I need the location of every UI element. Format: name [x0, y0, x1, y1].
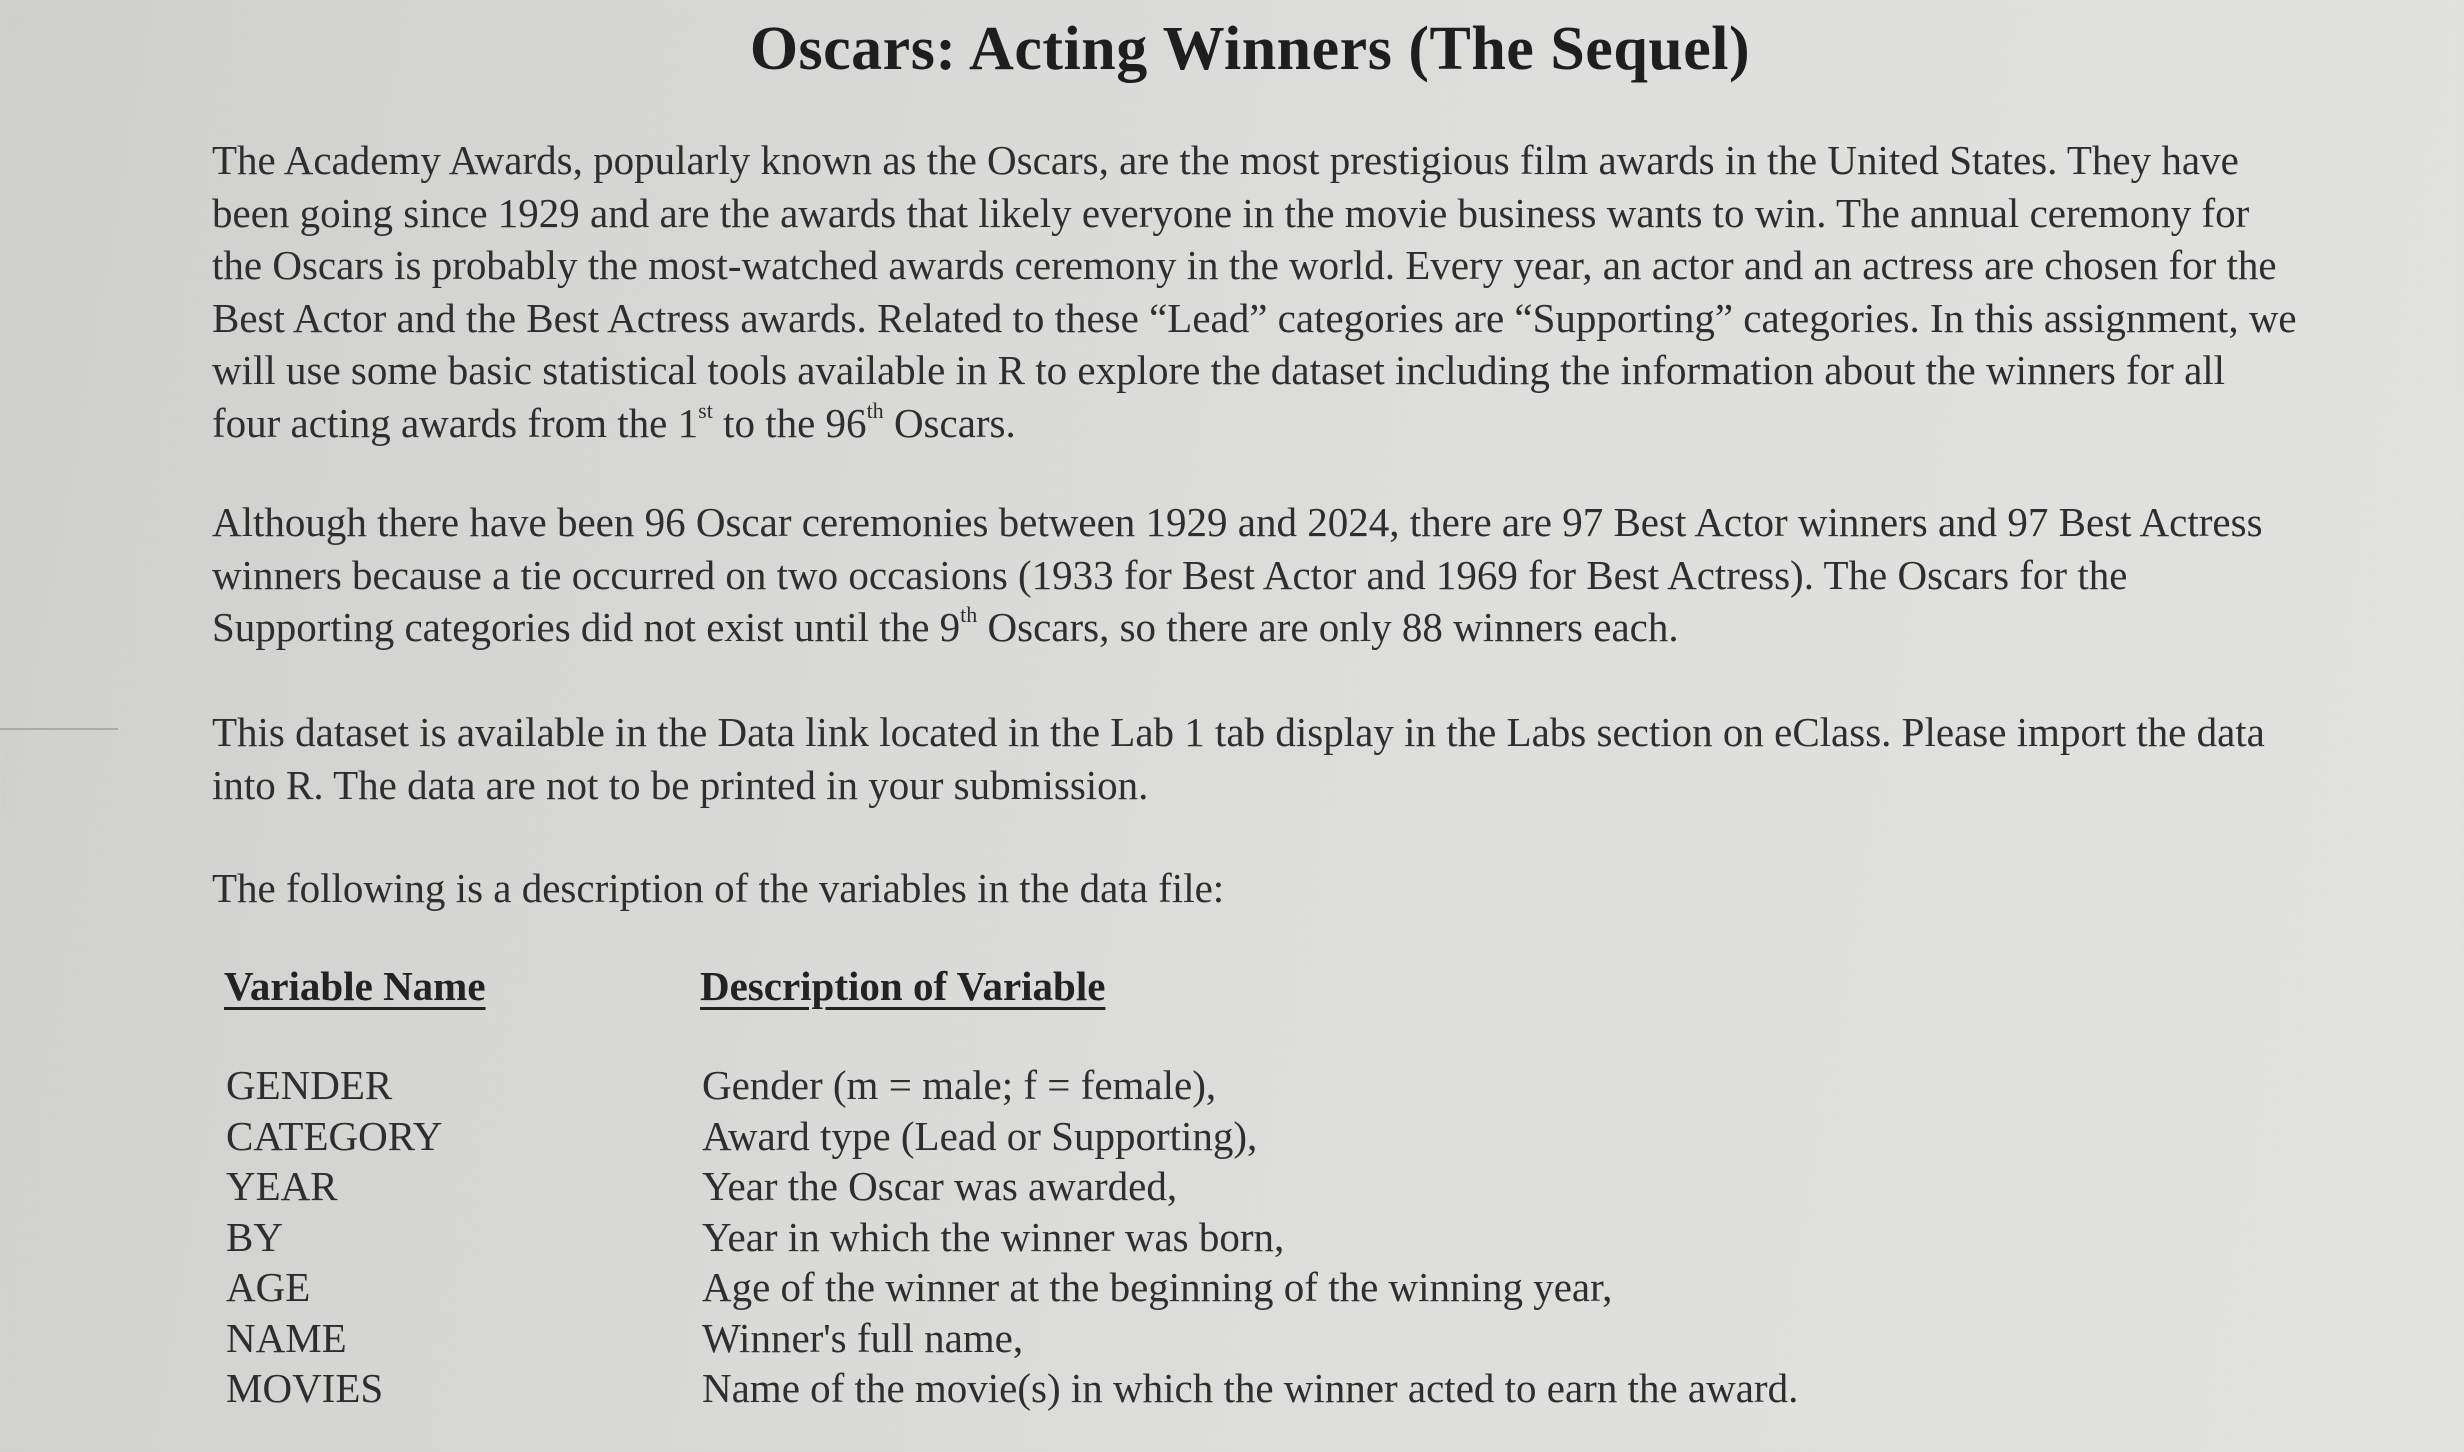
ordinal-suffix-first: st	[698, 397, 713, 423]
variable-name-header: Variable Name	[224, 963, 486, 1009]
variable-description: Name of the movie(s) in which the winner acted to earn the award.	[702, 1365, 1799, 1411]
variable-name: AGE	[226, 1264, 311, 1310]
table-row	[0, 1363, 2464, 1414]
variable-description: Award type (Lead or Supporting),	[702, 1112, 1258, 1159]
ceremonies-paragraph	[212, 496, 2302, 654]
variable-name: BY	[226, 1213, 283, 1260]
variable-description-header: Description of Variable	[700, 963, 1106, 1009]
table-row	[0, 1313, 2464, 1364]
variable-description: Gender (m = male; f = female),	[702, 1062, 1217, 1108]
variable-name: YEAR	[226, 1163, 338, 1209]
table-row	[0, 1262, 2464, 1313]
variable-description: Winner's full name,	[702, 1314, 1024, 1361]
table-row	[0, 1111, 2464, 1162]
ordinal-suffix-ninth: th	[960, 602, 978, 628]
ceremonies-text-b: Oscars, so there are only 88 winners each.	[977, 604, 1679, 650]
table-row	[0, 1212, 2464, 1263]
intro-paragraph	[212, 134, 2302, 449]
margin-line	[0, 728, 118, 730]
intro-text-a: The Academy Awards, popularly known as the Oscars, are the most prestigious film awards in the United States. They have been going since 1929 and are the awards that likely everyone in the movie business wants to win. The annual ceremony for the Oscars is probably the most-watched awards ceremony in the world. Every year, an actor and an actress are chosen for the Best Actor and the Best Actress awards. Related to these “Lead” categories are “Supporting” categories. In this assignment, we will use some basic statistical tools available in R to explore the dataset including the information about the winners for all four acting awards from the 1	[212, 137, 2297, 446]
table-row	[0, 1060, 2464, 1111]
page-title: Oscars: Acting Winners (The Sequel)	[749, 15, 1751, 83]
variable-name: MOVIES	[226, 1365, 384, 1411]
ceremonies-text-a: Although there have been 96 Oscar ceremonies between 1929 and 2024, there are 97 Best Actor winners and 97 Best Actress winners because a tie occurred on two occasions (1933 for Best Actor and 1969 for Best Actress). The Oscars for the Supporting categories did not exist until the 9	[212, 499, 2263, 650]
ordinal-suffix-ninety-sixth: th	[866, 397, 884, 423]
intro-text-c: Oscars.	[883, 399, 1016, 446]
variable-name: CATEGORY	[226, 1112, 443, 1159]
variables-intro: The following is a description of the variables in the data file:	[212, 865, 1225, 911]
intro-text-b: to the 96	[712, 399, 867, 446]
variable-name: NAME	[226, 1314, 347, 1361]
variable-name: GENDER	[226, 1062, 393, 1108]
variable-description: Year in which the winner was born,	[702, 1213, 1285, 1260]
dataset-paragraph: This dataset is available in the Data link located in the Lab 1 tab display in the Labs section on eClass. Please import the data into R. The data are not to be printed in your submission.	[212, 709, 2265, 808]
variable-description: Year the Oscar was awarded,	[702, 1163, 1178, 1209]
variable-description: Age of the winner at the beginning of the winning year,	[702, 1264, 1613, 1310]
variable-table	[0, 1060, 2464, 1414]
table-row	[0, 1161, 2464, 1212]
